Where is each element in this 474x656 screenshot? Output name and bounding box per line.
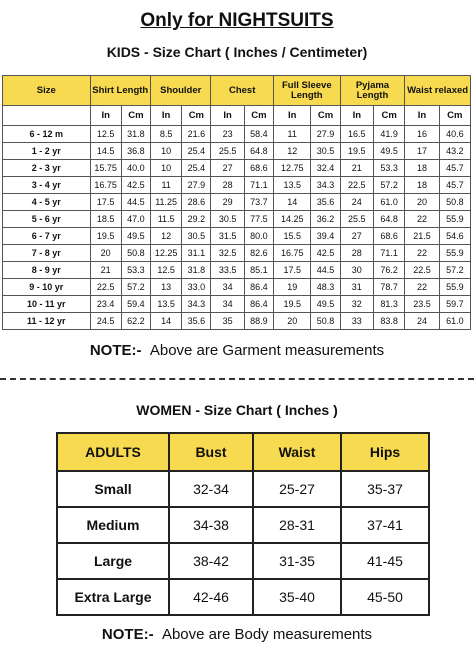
value-cell: 12: [273, 143, 311, 160]
kids-header-shoulder: Shoulder: [150, 76, 210, 106]
table-row: [3, 177, 471, 194]
value-cell: 45.7: [439, 177, 470, 194]
value-cell: 18: [405, 160, 439, 177]
value-cell: 19: [273, 279, 311, 296]
table-row: [57, 543, 429, 579]
value-cell: 45.7: [439, 160, 470, 177]
value-cell: 61.0: [439, 313, 470, 330]
kids-header-chest: Chest: [211, 76, 274, 106]
value-cell: 31-35: [253, 543, 341, 579]
value-cell: 40.0: [121, 160, 150, 177]
value-cell: 38-42: [169, 543, 253, 579]
value-cell: 57.2: [121, 279, 150, 296]
size-cell: Large: [57, 543, 169, 579]
unit-cell: Cm: [121, 106, 150, 126]
value-cell: 34.3: [182, 296, 211, 313]
size-cell: 1 - 2 yr: [3, 143, 91, 160]
value-cell: 17.5: [90, 194, 121, 211]
table-row: [3, 211, 471, 228]
value-cell: 61.0: [373, 194, 404, 211]
unit-cell: Cm: [244, 106, 273, 126]
size-cell: 7 - 8 yr: [3, 245, 91, 262]
value-cell: 25-27: [253, 471, 341, 507]
kids-header-waist-relaxed: Waist relaxed: [405, 76, 471, 106]
value-cell: 80.0: [244, 228, 273, 245]
value-cell: 34: [211, 279, 244, 296]
value-cell: 30: [340, 262, 373, 279]
kids-header-full-sleeve-length: Full Sleeve Length: [273, 76, 340, 106]
value-cell: 35.6: [182, 313, 211, 330]
value-cell: 23.4: [90, 296, 121, 313]
value-cell: 50.8: [439, 194, 470, 211]
value-cell: 86.4: [244, 279, 273, 296]
value-cell: 30.5: [311, 143, 340, 160]
value-cell: 44.5: [311, 262, 340, 279]
value-cell: 17.5: [273, 262, 311, 279]
value-cell: 55.9: [439, 245, 470, 262]
table-row: [57, 471, 429, 507]
value-cell: 25.5: [211, 143, 244, 160]
value-cell: 12: [150, 228, 181, 245]
value-cell: 73.7: [244, 194, 273, 211]
value-cell: 14: [273, 194, 311, 211]
value-cell: 16.75: [273, 245, 311, 262]
value-cell: 34.3: [311, 177, 340, 194]
size-cell: Small: [57, 471, 169, 507]
value-cell: 33.5: [211, 262, 244, 279]
value-cell: 19.5: [273, 296, 311, 313]
value-cell: 88.9: [244, 313, 273, 330]
value-cell: 20: [90, 245, 121, 262]
value-cell: 12.5: [90, 126, 121, 143]
table-row: [3, 160, 471, 177]
value-cell: 50.8: [121, 245, 150, 262]
kids-header-pyjama-length: Pyjama Length: [340, 76, 405, 106]
value-cell: 42.5: [311, 245, 340, 262]
value-cell: 71.1: [244, 177, 273, 194]
women-note-text: Above are Body measurements: [161, 626, 373, 643]
women-header-bust: Bust: [169, 433, 253, 471]
value-cell: 16.75: [90, 177, 121, 194]
kids-size-table: [2, 75, 471, 330]
value-cell: 77.5: [244, 211, 273, 228]
value-cell: 19.5: [340, 143, 373, 160]
value-cell: 25.5: [340, 211, 373, 228]
table-row: [3, 143, 471, 160]
unit-cell: In: [340, 106, 373, 126]
value-cell: 32: [340, 296, 373, 313]
unit-cell: Cm: [439, 106, 470, 126]
value-cell: 58.4: [244, 126, 273, 143]
value-cell: 32.4: [311, 160, 340, 177]
table-row: [3, 126, 471, 143]
value-cell: 27: [340, 228, 373, 245]
value-cell: 41.9: [373, 126, 404, 143]
kids-unit-blank: [3, 106, 91, 126]
value-cell: 16: [405, 126, 439, 143]
kids-note-label: NOTE:-: [89, 342, 142, 359]
value-cell: 28.6: [182, 194, 211, 211]
value-cell: 28: [340, 245, 373, 262]
value-cell: 43.2: [439, 143, 470, 160]
women-header-waist: Waist: [253, 433, 341, 471]
value-cell: 25.4: [182, 160, 211, 177]
value-cell: 30.5: [182, 228, 211, 245]
size-cell: Extra Large: [57, 579, 169, 615]
size-cell: 4 - 5 yr: [3, 194, 91, 211]
value-cell: 78.7: [373, 279, 404, 296]
value-cell: 10: [150, 143, 181, 160]
women-header-adults: ADULTS: [57, 433, 169, 471]
value-cell: 21: [340, 160, 373, 177]
value-cell: 68.6: [244, 160, 273, 177]
value-cell: 31.8: [182, 262, 211, 279]
value-cell: 32-34: [169, 471, 253, 507]
table-row: [57, 507, 429, 543]
value-cell: 20: [405, 194, 439, 211]
value-cell: 13.5: [150, 296, 181, 313]
value-cell: 57.2: [373, 177, 404, 194]
value-cell: 49.5: [373, 143, 404, 160]
kids-unit-row: [3, 106, 471, 126]
size-cell: Medium: [57, 507, 169, 543]
value-cell: 33.0: [182, 279, 211, 296]
table-row: [3, 296, 471, 313]
value-cell: 14.25: [273, 211, 311, 228]
value-cell: 64.8: [373, 211, 404, 228]
value-cell: 50.8: [311, 313, 340, 330]
value-cell: 31.8: [121, 126, 150, 143]
size-cell: 6 - 7 yr: [3, 228, 91, 245]
value-cell: 17: [405, 143, 439, 160]
value-cell: 21.5: [405, 228, 439, 245]
value-cell: 35-40: [253, 579, 341, 615]
value-cell: 31.1: [182, 245, 211, 262]
unit-cell: In: [211, 106, 244, 126]
value-cell: 19.5: [90, 228, 121, 245]
size-cell: 6 - 12 m: [3, 126, 91, 143]
value-cell: 11: [150, 177, 181, 194]
value-cell: 27.9: [311, 126, 340, 143]
table-row: [3, 313, 471, 330]
value-cell: 27.9: [182, 177, 211, 194]
value-cell: 24: [405, 313, 439, 330]
value-cell: 14.5: [90, 143, 121, 160]
value-cell: 53.3: [121, 262, 150, 279]
women-chart-title: WOMEN - Size Chart ( Inches ): [136, 402, 338, 418]
size-cell: 8 - 9 yr: [3, 262, 91, 279]
value-cell: 33: [340, 313, 373, 330]
value-cell: 57.2: [439, 262, 470, 279]
value-cell: 15.5: [273, 228, 311, 245]
value-cell: 24: [340, 194, 373, 211]
value-cell: 83.8: [373, 313, 404, 330]
value-cell: 21: [90, 262, 121, 279]
value-cell: 34-38: [169, 507, 253, 543]
value-cell: 35.6: [311, 194, 340, 211]
value-cell: 32.5: [211, 245, 244, 262]
value-cell: 10: [150, 160, 181, 177]
value-cell: 54.6: [439, 228, 470, 245]
value-cell: 25.4: [182, 143, 211, 160]
value-cell: 13: [150, 279, 181, 296]
value-cell: 35-37: [341, 471, 429, 507]
kids-chart-title: KIDS - Size Chart ( Inches / Centimeter): [106, 44, 368, 60]
value-cell: 37-41: [341, 507, 429, 543]
value-cell: 27: [211, 160, 244, 177]
size-cell: 10 - 11 yr: [3, 296, 91, 313]
unit-cell: In: [273, 106, 311, 126]
value-cell: 64.8: [244, 143, 273, 160]
table-row: [57, 579, 429, 615]
value-cell: 44.5: [121, 194, 150, 211]
value-cell: 45-50: [341, 579, 429, 615]
table-row: [3, 262, 471, 279]
value-cell: 20: [273, 313, 311, 330]
unit-cell: In: [405, 106, 439, 126]
kids-header-shirt-length: Shirt Length: [90, 76, 150, 106]
value-cell: 76.2: [373, 262, 404, 279]
table-row: [3, 228, 471, 245]
value-cell: 49.5: [311, 296, 340, 313]
women-size-table: [56, 432, 430, 616]
unit-cell: Cm: [373, 106, 404, 126]
value-cell: 71.1: [373, 245, 404, 262]
value-cell: 35: [211, 313, 244, 330]
unit-cell: Cm: [182, 106, 211, 126]
value-cell: 14: [150, 313, 181, 330]
value-cell: 22: [405, 245, 439, 262]
value-cell: 28-31: [253, 507, 341, 543]
value-cell: 82.6: [244, 245, 273, 262]
unit-cell: Cm: [311, 106, 340, 126]
women-note-label: NOTE:-: [101, 626, 154, 643]
value-cell: 22.5: [90, 279, 121, 296]
unit-cell: In: [90, 106, 121, 126]
value-cell: 68.6: [373, 228, 404, 245]
table-row: [3, 245, 471, 262]
size-cell: 9 - 10 yr: [3, 279, 91, 296]
value-cell: 22.5: [405, 262, 439, 279]
value-cell: 18.5: [90, 211, 121, 228]
value-cell: 11.5: [150, 211, 181, 228]
section-divider: [0, 378, 474, 380]
value-cell: 21.6: [182, 126, 211, 143]
value-cell: 55.9: [439, 279, 470, 296]
value-cell: 11.25: [150, 194, 181, 211]
value-cell: 18: [405, 177, 439, 194]
value-cell: 81.3: [373, 296, 404, 313]
value-cell: 22: [405, 279, 439, 296]
value-cell: 24.5: [90, 313, 121, 330]
value-cell: 34: [211, 296, 244, 313]
value-cell: 42.5: [121, 177, 150, 194]
size-cell: 2 - 3 yr: [3, 160, 91, 177]
value-cell: 16.5: [340, 126, 373, 143]
size-cell: 11 - 12 yr: [3, 313, 91, 330]
women-note: [0, 626, 474, 643]
table-row: [3, 194, 471, 211]
value-cell: 31: [340, 279, 373, 296]
value-cell: 36.2: [311, 211, 340, 228]
value-cell: 12.75: [273, 160, 311, 177]
kids-header-size: Size: [3, 76, 91, 106]
value-cell: 55.9: [439, 211, 470, 228]
value-cell: 49.5: [121, 228, 150, 245]
value-cell: 62.2: [121, 313, 150, 330]
value-cell: 48.3: [311, 279, 340, 296]
kids-note: [0, 342, 474, 359]
table-row: [3, 279, 471, 296]
value-cell: 12.5: [150, 262, 181, 279]
value-cell: 13.5: [273, 177, 311, 194]
value-cell: 12.25: [150, 245, 181, 262]
value-cell: 8.5: [150, 126, 181, 143]
value-cell: 53.3: [373, 160, 404, 177]
value-cell: 23.5: [405, 296, 439, 313]
value-cell: 22: [405, 211, 439, 228]
value-cell: 86.4: [244, 296, 273, 313]
value-cell: 47.0: [121, 211, 150, 228]
value-cell: 29.2: [182, 211, 211, 228]
value-cell: 59.4: [121, 296, 150, 313]
value-cell: 29: [211, 194, 244, 211]
page-title: Only for NIGHTSUITS: [140, 10, 334, 31]
value-cell: 22.5: [340, 177, 373, 194]
value-cell: 15.75: [90, 160, 121, 177]
value-cell: 59.7: [439, 296, 470, 313]
value-cell: 23: [211, 126, 244, 143]
value-cell: 28: [211, 177, 244, 194]
size-cell: 5 - 6 yr: [3, 211, 91, 228]
value-cell: 85.1: [244, 262, 273, 279]
value-cell: 40.6: [439, 126, 470, 143]
value-cell: 11: [273, 126, 311, 143]
value-cell: 39.4: [311, 228, 340, 245]
value-cell: 31.5: [211, 228, 244, 245]
women-header-hips: Hips: [341, 433, 429, 471]
value-cell: 36.8: [121, 143, 150, 160]
value-cell: 42-46: [169, 579, 253, 615]
unit-cell: In: [150, 106, 181, 126]
value-cell: 41-45: [341, 543, 429, 579]
size-cell: 3 - 4 yr: [3, 177, 91, 194]
value-cell: 30.5: [211, 211, 244, 228]
kids-note-text: Above are Garment measurements: [149, 342, 385, 359]
